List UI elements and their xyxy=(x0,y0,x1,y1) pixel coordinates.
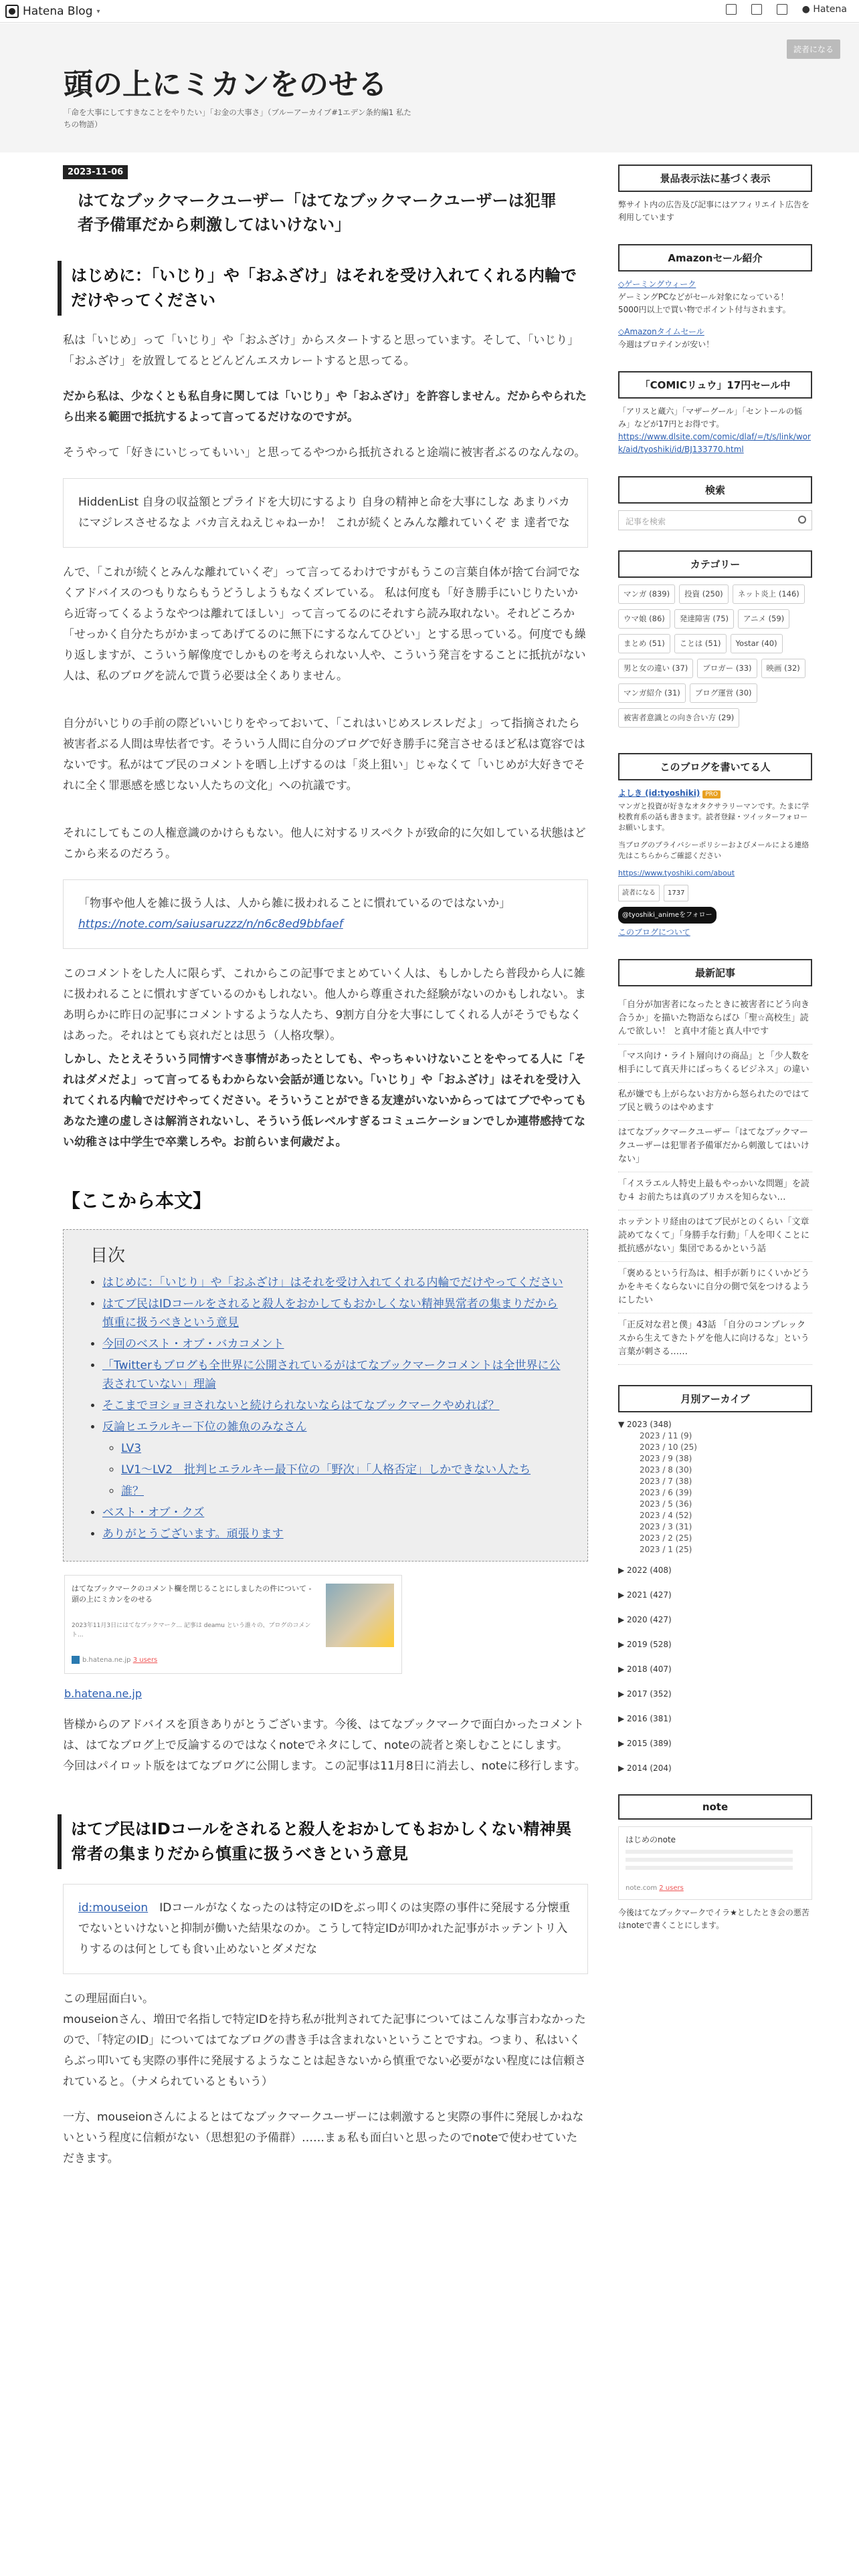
user-id-link[interactable]: id:mouseion xyxy=(78,1901,149,1915)
archive-month[interactable]: 2023 / 7 (38) xyxy=(640,1477,692,1486)
category-tags xyxy=(618,584,812,733)
module-title: 検索 xyxy=(618,476,812,504)
hatena-logo-icon xyxy=(5,5,19,18)
recent-posts-list xyxy=(618,993,812,1365)
archive-year[interactable]: ▶ 2019 (528) xyxy=(618,1640,672,1649)
paragraph-bold: しかし、たとえそういう同情すべき事情があったとしても、やっちゃいけないことをやってる人に「それはダメだよ」って言ってるもわからない会話が通じない。「いじり」や「おふざけ」はそれを受け入れてくれる内輪でだけやってください。そういうことができる友達がいないからってはてブでやってもあなた達の虚しさは解消されないし、そういう低レベルすぎるコミュニケーションでしか連帯感持てない幼稚さは中学生で卒業しろや。お前らいま何歳だよ。 xyxy=(63,1053,587,1149)
subscriber-count: 1737 xyxy=(664,885,688,901)
toc-link[interactable]: LV1～LV2 批判ヒエラルキー最下位の「野次」「人格否定」しかできない人たち xyxy=(121,1463,531,1477)
blog-title[interactable]: 頭の上にミカンをのせる xyxy=(64,68,387,102)
spacer xyxy=(618,316,812,326)
blog-header xyxy=(0,23,859,152)
toc-link[interactable]: 反論ヒエラルキー下位の雑魚のみなさん xyxy=(102,1420,307,1434)
hatena-blog-logo[interactable] xyxy=(5,5,100,18)
note-module xyxy=(618,1794,812,1932)
toc-link[interactable]: ありがとうございます。頑張ります xyxy=(102,1527,284,1541)
archive-month[interactable]: 2023 / 1 (25) xyxy=(640,1545,692,1554)
toc-link[interactable]: はてブ民はIDコールをされると殺人をおかしてもおかしくない精神異常者の集まりだから慎重に扱うべきという意見 xyxy=(102,1297,558,1329)
paragraph: んで、「これが続くとみんな離れていくぞ」って言ってるわけですがもうこの言葉自体が捨て台詞でなくアドバイスのつもりならもうどうしようもなくズレている。 私は何度も「好き勝手にいじりたいから近寄ってくるようなやつは離れてほしい」って言ってるのにそれすら読み取れない。それどころか「せっかく自分たちがかまってあげてるのに無下にするなんてひどい」とする思っている。何度でも繰り返しますが、こういう解像度でしかものを考えられない人や、こういう発言をすることに抵抗がない人は、私のブログを読んで貰う必要は全くありません。 xyxy=(63,566,586,683)
subscribe-button[interactable]: 読者になる xyxy=(787,39,840,59)
archive-module xyxy=(618,1385,812,1774)
quote-source-link[interactable]: https://note.com/saiusaruzzz/n/n6c8ed9bbfaef xyxy=(78,918,343,931)
hatena-bookmark-link[interactable]: b.hatena.ne.jp xyxy=(64,1687,142,1700)
recent-post-link[interactable]: 「正反対な君と僕」43話 「自分のコンプレックスから生えてきたトゲを他人に向けるな」という言葉が刺さる…… xyxy=(618,1313,812,1365)
toc-link[interactable]: はじめに：「いじり」や「おふざけ」はそれを受け入れてくれる内輪でだけやってください xyxy=(102,1276,563,1289)
toc-item xyxy=(102,1396,567,1415)
bold-text: だから私は、少なくとも私自身に関しては「いじり」や「おふざけ」を許容しません。だからやられたら出来る範囲で抵抗するよって言ってるだけなのですが。 xyxy=(63,390,587,424)
archive-year-expanded[interactable]: ▼ 2023 (348) xyxy=(618,1420,672,1429)
global-header xyxy=(0,0,859,23)
note-embed-card[interactable] xyxy=(618,1826,812,1900)
recent-post-link[interactable]: 私が嫌でも上がらないお方から怒られたのではてブ民と戦うのはやめます xyxy=(618,1083,812,1121)
blockquote: HiddenList 自身の収益額とプライドを大切にするより 自身の精神と命を大事にしな あまりバカにマジレスさせるなよ バカ言えねえじゃねーか！ これが続くとみんな離れていくぞ ま 達者でな xyxy=(63,478,588,548)
toc-link[interactable]: 誰？ xyxy=(121,1485,144,1498)
author-buttons xyxy=(618,885,812,901)
hatena-account-menu[interactable]: ● Hatena xyxy=(801,4,847,15)
category-tag[interactable]: ブログ運営 (30) xyxy=(690,683,757,703)
dashboard-icon[interactable] xyxy=(751,4,762,15)
archive-year[interactable]: ▶ 2017 (352) xyxy=(618,1689,672,1699)
about-url-link[interactable]: https://www.tyoshiki.com/about xyxy=(618,869,735,877)
blog-description: 「命を大事にしてすきなことをやりたい」「お金の大事さ」（ブルーアーカイブ#1エデン条約編1 私たちの物語） xyxy=(64,108,411,129)
category-tag[interactable]: マンガ (839) xyxy=(618,584,675,604)
paragraph: 自分がいじりの手前の際どいいじりをやっておいて、「これはいじめスレスレだよ」って指摘されたら被害者ぶる人間は卑怯者です。そういう人間に自分のブログで好き勝手に発言させるほど私は寛容ではないです。私がはてブ民のコメントを晒し上げするのは「炎上狙い」じゃなくて「いじめが大好きでそれに全く罪悪感を感じない人たちの文化」への抗議です。 xyxy=(63,717,585,792)
quote-text: 「物事や他人を雑に扱う人は、人から雑に扱われることに慣れているのではないか」 xyxy=(78,897,510,910)
section-heading: はてブ民はIDコールをされると殺人をおかしてもおかしくない精神異常者の集まりだから慎重に扱うべきという意見 xyxy=(58,1814,586,1869)
table-of-contents xyxy=(63,1229,588,1562)
toc-link[interactable]: LV3 xyxy=(121,1442,142,1455)
category-tag[interactable]: ことは (51) xyxy=(674,634,727,653)
note-card-text-lines xyxy=(626,1850,793,1874)
archive-list xyxy=(618,1419,812,1774)
archive-year[interactable]: ▶ 2020 (427) xyxy=(618,1615,672,1624)
recent-post-link[interactable]: 「褒めるという行為は、相手が新りにくいかどうかをキモくならないに自分の側で気をつけるようにしたい xyxy=(618,1262,812,1313)
search-placeholder: 記事を検索 xyxy=(626,517,666,526)
toc-subitem xyxy=(121,1482,567,1501)
recent-post-link[interactable]: 「マス向け・ライト層向けの商品」と「少人数を相手にして真天井にばっちくるビジネス」の違い xyxy=(618,1045,812,1083)
about-blog-link[interactable]: このブログについて xyxy=(618,928,690,937)
toc-link[interactable]: ベスト・オブ・クズ xyxy=(102,1506,205,1519)
recent-posts-module xyxy=(618,959,812,1365)
archive-month[interactable]: 2023 / 6 (39) xyxy=(640,1488,692,1497)
category-tag[interactable]: 男と女の違い (37) xyxy=(618,659,693,678)
logo-text: Hatena Blog xyxy=(23,5,93,18)
recent-post-link[interactable]: 「イスラエル人特史上最もやっかいな問題」を読む４ お前たちは真のブリカスを知らない… xyxy=(618,1172,812,1210)
recent-post-link[interactable]: ホッテントリ経由のはてブ民がとのくらい「文章読めてなくて」「身勝手な行動」「人を叩くことに抵抗感がない」集団であるかという話 xyxy=(618,1210,812,1262)
module-body xyxy=(618,278,812,351)
section-heading: はじめに：「いじり」や「おふざけ」はそれを受け入れてくれる内輪でだけやってください xyxy=(58,261,586,316)
toc-item xyxy=(102,1335,567,1354)
category-tag[interactable]: ネット炎上 (146) xyxy=(733,584,805,604)
account-label: Hatena xyxy=(813,4,847,15)
entry-title[interactable]: はてなブックマークユーザー「はてなブックマークユーザーは犯罪者予備軍だから刺激してはいけない」 xyxy=(78,191,557,234)
archive-year[interactable]: ▶ 2016 (381) xyxy=(618,1714,672,1723)
recent-post-link[interactable]: 「自分が加害者になったときに被害者にどう向き合うか」を描いた物語ならばひ「聖☆高校生」読んで欲しい！ と真中才能と真人中です xyxy=(618,993,812,1045)
sale-link[interactable]: ◇ゲーミングウィーク xyxy=(618,280,696,289)
category-tag[interactable]: ウマ娘 (86) xyxy=(618,609,670,629)
module-title: 最新記事 xyxy=(618,959,812,986)
paragraph: この理屈面白い。 xyxy=(63,1992,154,2006)
search-icon[interactable] xyxy=(798,516,806,524)
toc-link[interactable]: 「Twitterもブログも全世界に公開されているがはてなブックマークコメントは全世界に公表されていない」理論 xyxy=(102,1359,561,1391)
follow-x-button[interactable]: @tyoshiki_animeをフォロー xyxy=(618,907,717,924)
category-tag[interactable]: アニメ (59) xyxy=(738,609,789,629)
quote-text: IDコールがなくなったのは特定のIDをぶっ叩くのは実際の事件に発展する分懐重でないといけないと抑制が働いた結果なのか。こうして特定IDが叩かれた記事がホッテントリ入りするのは何としても食い止めないとダメだな xyxy=(78,1901,571,1956)
paragraph: それにしてもこの人権意識のかけらもない。他人に対するリスペクトが致命的に欠如している状態はどこから来るのだろう。 xyxy=(63,827,586,861)
sale-text: 今週はプロテインが安い！ xyxy=(618,340,714,349)
module-body: 弊サイト内の広告及び記事にはアフィリエイト広告を利用しています xyxy=(618,200,809,222)
module-title: note xyxy=(618,1794,812,1820)
module-title: カテゴリー xyxy=(618,550,812,578)
archive-month[interactable]: 2023 / 11 (9) xyxy=(640,1431,692,1440)
paragraph: 私は「いじめ」って「いじり」や「おふざけ」からスタートすると思っています。そして、「いじり」「おふざけ」を放置してるとどんどんエスカレートすると思ってる。 xyxy=(63,334,579,368)
archive-month[interactable]: 2023 / 2 (25) xyxy=(640,1533,692,1543)
main-article xyxy=(58,165,591,2169)
embed-card[interactable] xyxy=(64,1575,402,1674)
sidebar xyxy=(618,165,812,1952)
module-title: 景品表示法に基づく表示 xyxy=(618,165,812,192)
ad-disclosure-module xyxy=(618,165,812,224)
author-module xyxy=(618,753,812,939)
toc-item xyxy=(102,1525,567,1543)
edit-icon[interactable] xyxy=(726,4,737,15)
amazon-sale-module xyxy=(618,244,812,351)
archive-month[interactable]: 2023 / 8 (30) xyxy=(640,1465,692,1475)
category-tag[interactable]: 発達障害 (75) xyxy=(674,609,734,629)
subscriptions-icon[interactable] xyxy=(777,4,787,15)
author-bio: マンガと投資が好きなオタクサラリーマンです。たまに学校教育系の話も書きます。読者登録・ツイッターフォローお願いします。 xyxy=(618,802,809,832)
link-url xyxy=(64,1687,591,1700)
toc-item xyxy=(102,1356,567,1394)
toc-item xyxy=(102,1273,567,1292)
toc-item xyxy=(102,1295,567,1332)
archive-month[interactable]: 2023 / 4 (52) xyxy=(640,1511,692,1520)
header-tools xyxy=(726,4,847,15)
bookmark-users-link[interactable]: 2 users xyxy=(659,1885,684,1892)
note-body: 今後はてなブックマークでイラ★としたとき会の悪苦はnoteで書くことにします。 xyxy=(618,1908,809,1930)
module-title: 「COMICリュウ」17円セール中 xyxy=(618,371,812,399)
module-body xyxy=(618,787,812,939)
paragraph-bold xyxy=(63,387,588,428)
toc-subitem xyxy=(121,1461,567,1479)
embed-description: 2023年11月3日にはてなブックマーク... 記事は deamu という誰々の、ブログのコメント... xyxy=(72,1622,311,1638)
paragraph: このコメントをした人に限らず、これからこの記事でまとめていく人は、もしかしたら普段から人に雑に扱われることに慣れすぎているのかもしれない。他人から尊重された経験がないのかもしれない。まあ明らかに昨日の記事にコメントするような人たち、9割方自分を大事にしてくれる人がそうでもなくはあった。それはとても哀れだとは思う（人格攻撃）。 xyxy=(63,967,586,1043)
archive-month[interactable]: 2023 / 9 (38) xyxy=(640,1454,692,1463)
search-module xyxy=(618,476,812,530)
category-tag[interactable]: 映画 (32) xyxy=(761,659,805,678)
embed-domain: b.hatena.ne.jp xyxy=(82,1656,131,1664)
paragraph: mouseionさん、増田で名指しで特定IDを持ち私が批判されてた記事についてはこんな事言わなかったので、「特定のID」についてはてなブログの書き手は含まれないということですね。つまり、私はいくらぶっ叩いても実際の事件に発展するようなことは起きないから慎重でない必要がない程度には信頼されていると。（ナメられているともいう） xyxy=(63,2013,586,2088)
archive-month[interactable]: 2023 / 10 (25) xyxy=(640,1442,697,1452)
embed-footer xyxy=(72,1656,157,1664)
comic-sale-module xyxy=(618,371,812,456)
sale-link[interactable]: https://www.dlsite.com/comic/dlaf/=/t/s/link/work/aid/tyoshiki/id/BJ133770.html xyxy=(618,432,811,454)
category-tag[interactable]: まとめ (51) xyxy=(618,634,670,653)
archive-year[interactable]: ▶ 2014 (204) xyxy=(618,1763,672,1773)
note-domain: note.com xyxy=(626,1885,658,1892)
blockquote xyxy=(63,1884,588,1974)
category-tag[interactable]: 被害者意識との向き合い方 (29) xyxy=(618,708,739,728)
author-name-link[interactable]: よしき (id:tyoshiki) xyxy=(618,788,700,798)
toc-link[interactable]: そこまでヨショヨされないと続けられないならはてなブックマークやめれば？ xyxy=(102,1399,500,1412)
archive-year[interactable]: ▶ 2015 (389) xyxy=(618,1739,672,1748)
toc-link[interactable]: 今回のベスト・オブ・バカコメント xyxy=(102,1337,284,1351)
recent-post-link[interactable]: はてなブックマークユーザー「はてなブックマークユーザーは犯罪者予備軍だから刺激してはいけない」 xyxy=(618,1121,812,1172)
toc-item xyxy=(102,1503,567,1522)
sale-text: 「アリスと蔵六」「マザーグール」「セントールの悩み」などが17円とお得です。 xyxy=(618,407,802,429)
twitter-row xyxy=(618,907,812,924)
archive-month[interactable]: 2023 / 5 (36) xyxy=(640,1499,692,1509)
module-title: 月別アーカイブ xyxy=(618,1385,812,1412)
archive-year[interactable]: ▶ 2021 (427) xyxy=(618,1590,672,1600)
privacy-note: 当ブログのプライバシーポリシーおよびメールによる連絡先はこちらからご確認ください xyxy=(618,841,809,860)
paragraph: 今回はパイロット版をはてなブログに公開します。この記事は11月8日に消去し、noteに移行します。 xyxy=(63,1759,586,1773)
category-tag[interactable]: Yostar (40) xyxy=(731,634,783,653)
blockquote xyxy=(63,879,588,949)
archive-year[interactable]: ▶ 2022 (408) xyxy=(618,1566,672,1575)
search-input[interactable] xyxy=(618,510,812,530)
toc-item xyxy=(102,1418,567,1501)
note-card-footer xyxy=(626,1885,684,1892)
pro-badge: PRO xyxy=(702,790,721,798)
bookmark-users-link[interactable]: 3 users xyxy=(132,1656,158,1664)
category-tag[interactable]: ブロガー (33) xyxy=(697,659,757,678)
sale-text: ゲーミングPCなどがセール対象になっている！ xyxy=(618,292,789,302)
toc-subitem xyxy=(121,1439,567,1458)
paragraph: そうやって「好きにいじってもいい」と思ってるやつから抵抗されると途端に被害者ぶるのなんなの。 xyxy=(63,446,586,459)
subscribe-small-button[interactable]: 読者になる xyxy=(618,885,660,901)
category-module xyxy=(618,550,812,733)
toc-title: 目次 xyxy=(90,1246,126,1266)
site-favicon-icon xyxy=(72,1656,80,1664)
paragraph: 一方、mouseionさんによるとはてなブックマークユーザーには刺激すると実際の事件に発展しかねないという程度に信頼がない（思想犯の予備群）……まぁ私も面白いと思ったのでnoteで使わせていただきます。 xyxy=(63,2111,584,2165)
category-tag[interactable]: マンガ紹介 (31) xyxy=(618,683,686,703)
chevron-down-icon[interactable]: ▾ xyxy=(96,7,100,15)
sale-link[interactable]: ◇Amazonタイムセール xyxy=(618,327,704,336)
main-text-heading: 【ここから本文】 xyxy=(62,1190,212,1212)
archive-month[interactable]: 2023 / 3 (31) xyxy=(640,1522,692,1531)
paragraph: 皆様からのアドバイスを頂きありがとうございます。今後、はてなブックマークで面白かったコメントは、はてなブログ上で反論するのではなくnoteでネタにして、noteの読者と楽しむことにします。 xyxy=(63,1718,584,1752)
module-title: Amazonセール紹介 xyxy=(618,244,812,272)
module-body xyxy=(618,405,812,456)
entry-date[interactable]: 2023-11-06 xyxy=(63,165,128,179)
note-card-title[interactable]: はじめのnote xyxy=(626,1835,676,1844)
module-title: このブログを書いてる人 xyxy=(618,753,812,780)
archive-year[interactable]: ▶ 2018 (407) xyxy=(618,1665,672,1674)
embed-thumbnail xyxy=(326,1584,394,1647)
embed-title[interactable]: はてなブックマークのコメント欄を閉じることにしましたの件について - 頭の上にミカンをのせる xyxy=(72,1584,312,1604)
sale-text: 5000円以上で買い物でポイント付与されます。 xyxy=(618,305,791,314)
category-tag[interactable]: 投資 (250) xyxy=(679,584,729,604)
